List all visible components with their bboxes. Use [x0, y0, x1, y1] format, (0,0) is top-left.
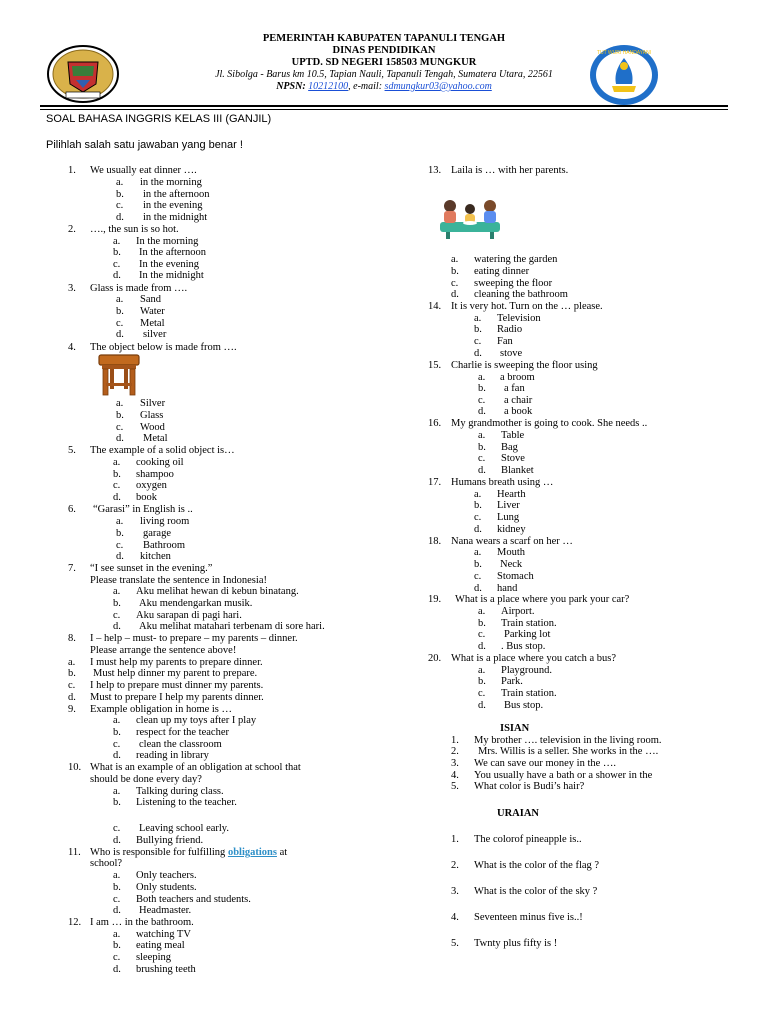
header-divider-thin: [40, 109, 728, 110]
page-title: SOAL BAHASA INGGRIS KELAS III (GANJIL): [46, 113, 272, 125]
q11-option-d: Headmaster.: [139, 905, 192, 916]
q8-option-a: I must help my parents to prepare dinner.: [90, 657, 263, 668]
option-letter: a.: [474, 489, 482, 500]
obligations-link[interactable]: obligations: [227, 847, 277, 858]
option-letter: d.: [474, 348, 482, 359]
option-letter: c.: [113, 259, 121, 270]
option-letter: d.: [478, 465, 486, 476]
q-number: 17.: [428, 477, 442, 488]
q10-option-d: Bullying friend.: [136, 835, 204, 846]
option-letter: c.: [116, 422, 124, 433]
q2-option-b: In the afternoon: [139, 247, 207, 258]
option-letter: a.: [116, 516, 124, 527]
q8-option-c: I help to prepare must dinner my parents.: [90, 680, 264, 691]
option-letter: b.: [113, 598, 121, 609]
q16-option-c: Stove: [501, 453, 525, 464]
q17-option-b: Liver: [497, 500, 520, 511]
isian-heading: ISIAN: [500, 723, 530, 734]
q10-option-c: Leaving school early.: [139, 823, 229, 834]
option-letter: a.: [478, 606, 486, 617]
q-number: 14.: [428, 301, 442, 312]
q9-option-d: reading in library: [136, 750, 209, 761]
question-18: Nana wears a scarf on her …: [451, 536, 573, 547]
q9-option-a: clean up my toys after I play: [136, 715, 257, 726]
option-letter: a.: [116, 398, 124, 409]
option-letter: a.: [478, 372, 486, 383]
option-letter: c.: [113, 952, 121, 963]
q-number: 3.: [451, 886, 459, 897]
q-number: 8.: [68, 633, 76, 644]
option-letter: b.: [116, 189, 124, 200]
option-letter: a.: [113, 715, 121, 726]
q20-option-c: Train station.: [501, 688, 557, 699]
option-letter: c.: [116, 200, 124, 211]
option-letter: b.: [478, 383, 486, 394]
q18-option-a: Mouth: [497, 547, 526, 558]
q-number: 1.: [451, 834, 459, 845]
q5-option-a: cooking oil: [136, 457, 184, 468]
q13-option-a: watering the garden: [474, 254, 558, 265]
option-letter: b.: [478, 676, 486, 687]
q7-option-c: Aku sarapan di pagi hari.: [136, 610, 242, 621]
question-10: What is an example of an obligation at school that: [90, 762, 301, 773]
option-letter: b.: [113, 247, 121, 258]
question-17: Humans breath using …: [451, 477, 554, 488]
q14-option-d: stove: [500, 348, 523, 359]
q20-option-a: Playground.: [501, 665, 553, 676]
q9-option-b: respect for the teacher: [136, 727, 229, 738]
q-number: 10.: [68, 762, 82, 773]
option-letter: c.: [474, 336, 482, 347]
npsn-link[interactable]: 10212100: [308, 81, 349, 92]
q6-option-a: living room: [140, 516, 190, 527]
wooden-stool-image: [96, 353, 142, 397]
option-letter: c.: [451, 278, 459, 289]
option-letter: b.: [113, 727, 121, 738]
q11-option-b: Only students.: [136, 882, 197, 893]
q1-option-c: in the evening: [143, 200, 203, 211]
option-letter: d.: [474, 583, 482, 594]
option-letter: d.: [478, 700, 486, 711]
option-letter: a.: [113, 786, 121, 797]
q4-option-a: Silver: [140, 398, 166, 409]
q3-option-c: Metal: [140, 318, 165, 329]
option-letter: d.: [113, 750, 121, 761]
q4-option-c: Wood: [140, 422, 165, 433]
q-number: 2.: [451, 746, 459, 757]
option-letter: c.: [116, 318, 124, 329]
question-9: Example obligation in home is …: [90, 704, 233, 715]
option-letter: c.: [113, 739, 121, 750]
school-name: UPTD. SD NEGERI 158503 MUNGKUR: [291, 57, 477, 68]
option-letter: a.: [474, 547, 482, 558]
q19-option-a: Airport.: [501, 606, 535, 617]
q2-option-a: In the morning: [136, 236, 199, 247]
isian-1: My brother …. television in the living room.: [474, 735, 662, 746]
govt-name: PEMERINTAH KABUPATEN TAPANULI TENGAH: [262, 33, 506, 44]
q-number: 6.: [68, 504, 76, 515]
q13-option-d: cleaning the bathroom: [474, 289, 568, 300]
option-letter: a.: [478, 430, 486, 441]
q-number: 3.: [451, 758, 459, 769]
question-14: It is very hot. Turn on the … please.: [451, 301, 603, 312]
q15-option-b: a fan: [504, 383, 525, 394]
isian-5: What color is Budi’s hair?: [474, 781, 585, 792]
question-11-text: Who is responsible for fulfilling: [90, 847, 228, 858]
q16-option-b: Bag: [501, 442, 518, 453]
q-number: 5.: [451, 781, 459, 792]
option-letter: d.: [113, 492, 121, 503]
family-dinner-image: [436, 196, 504, 240]
q14-option-c: Fan: [497, 336, 513, 347]
q3-option-a: Sand: [140, 294, 161, 305]
q4-option-b: Glass: [140, 410, 164, 421]
q5-option-d: book: [136, 492, 157, 503]
q-number: 5.: [68, 445, 76, 456]
option-letter: b.: [116, 306, 124, 317]
option-letter: b.: [451, 266, 459, 277]
q6-option-d: kitchen: [140, 551, 171, 562]
option-letter: c.: [474, 571, 482, 582]
q2-option-d: In the midnight: [139, 270, 204, 281]
q-number: 2.: [68, 224, 76, 235]
option-letter: d.: [451, 289, 459, 300]
isian-4: You usually have a bath or a shower in the: [474, 770, 653, 781]
option-letter: c.: [116, 540, 124, 551]
option-letter: a.: [113, 929, 121, 940]
option-letter: c.: [113, 823, 121, 834]
q-number: 16.: [428, 418, 442, 429]
option-letter: d.: [116, 329, 124, 340]
q18-option-b: Neck: [500, 559, 523, 570]
option-letter: d.: [116, 433, 124, 444]
q7-option-b: Aku mendengarkan musik.: [139, 598, 253, 609]
q6-option-c: Bathroom: [143, 540, 185, 551]
q11-option-a: Only teachers.: [136, 870, 197, 881]
option-letter: b.: [113, 469, 121, 480]
q-number: 1.: [68, 165, 76, 176]
option-letter: b.: [113, 797, 121, 808]
option-letter: b.: [474, 559, 482, 570]
option-letter: b.: [113, 882, 121, 893]
isian-2: Mrs. Willis is a seller. She works in the ….: [478, 746, 659, 757]
isian-3: We can save our money in the ….: [474, 758, 617, 769]
q20-option-b: Park.: [501, 676, 523, 687]
question-2: …., the sun is so hot.: [90, 224, 179, 235]
option-letter: b.: [116, 410, 124, 421]
q1-option-b: in the afternoon: [143, 189, 210, 200]
q-number: 12.: [68, 917, 82, 928]
q-number: 11.: [68, 847, 81, 858]
logo-right-text: TUT WURI HANDAYANI: [596, 50, 652, 56]
q17-option-c: Lung: [497, 512, 520, 523]
option-letter: c.: [474, 512, 482, 523]
option-letter: a.: [68, 657, 76, 668]
question-1: We usually eat dinner ….: [90, 165, 197, 176]
q16-option-a: Table: [501, 430, 525, 441]
option-letter: a.: [113, 586, 121, 597]
question-5: The example of a solid object is…: [90, 445, 235, 456]
option-letter: a.: [451, 254, 459, 265]
option-letter: a.: [478, 665, 486, 676]
option-letter: d.: [68, 692, 76, 703]
question-10-line-2: should be done every day?: [90, 774, 202, 785]
q14-option-b: Radio: [497, 324, 523, 335]
option-letter: c.: [68, 680, 76, 691]
q1-option-d: in the midnight: [143, 212, 208, 223]
q5-option-b: shampoo: [136, 469, 174, 480]
uraian-4: Seventeen minus five is..!: [474, 912, 583, 923]
option-letter: a.: [113, 236, 121, 247]
question-11-tail: at: [276, 847, 288, 858]
q17-option-d: kidney: [497, 524, 526, 535]
option-letter: a.: [474, 313, 482, 324]
q9-option-c: clean the classroom: [139, 739, 222, 750]
q7-option-a: Aku melihat hewan di kebun binatang.: [136, 586, 299, 597]
option-letter: c.: [478, 629, 486, 640]
option-letter: d.: [478, 641, 486, 652]
option-letter: b.: [116, 528, 124, 539]
question-3: Glass is made from ….: [90, 283, 188, 294]
q11-option-c: Both teachers and students.: [136, 894, 251, 905]
question-15: Charlie is sweeping the floor using: [451, 360, 598, 371]
q15-option-c: a chair: [504, 395, 533, 406]
q-number: 7.: [68, 563, 76, 574]
option-letter: c.: [478, 453, 486, 464]
option-letter: c.: [113, 894, 121, 905]
q-number: 18.: [428, 536, 442, 547]
option-letter: b.: [474, 500, 482, 511]
q19-option-c: Parking lot: [504, 629, 551, 640]
option-letter: b.: [68, 668, 76, 679]
q15-option-d: a book: [504, 406, 533, 417]
question-7-instruction: Please translate the sentence in Indonesia!: [90, 575, 267, 586]
q12-option-d: brushing teeth: [136, 964, 196, 975]
question-12: I am … in the bathroom.: [90, 917, 194, 928]
q17-option-a: Hearth: [497, 489, 526, 500]
option-letter: a.: [116, 294, 124, 305]
uraian-heading: URAIAN: [497, 808, 539, 819]
question-6: “Garasi” in English is ..: [93, 504, 193, 515]
q4-option-d: Metal: [143, 433, 168, 444]
option-letter: d.: [113, 964, 121, 975]
question-13: Laila is … with her parents.: [451, 165, 569, 176]
q-number: 4.: [68, 342, 76, 353]
email-label: , e-mail:: [348, 81, 383, 92]
q18-option-d: hand: [497, 583, 518, 594]
option-letter: d.: [113, 835, 121, 846]
question-7: “I see sunset in the evening.”: [90, 563, 213, 574]
q3-option-d: silver: [143, 329, 167, 340]
q6-option-b: garage: [143, 528, 171, 539]
option-letter: d.: [116, 551, 124, 562]
option-letter: d.: [113, 270, 121, 281]
q19-option-d: . Bus stop.: [501, 641, 546, 652]
q14-option-a: Television: [497, 313, 541, 324]
instruction: Pilihlah salah satu jawaban yang benar !: [46, 139, 243, 151]
q8-option-d: Must to prepare I help my parents dinner.: [90, 692, 264, 703]
uraian-3: What is the color of the sky ?: [474, 886, 598, 897]
option-letter: a.: [113, 457, 121, 468]
q13-option-c: sweeping the floor: [474, 278, 553, 289]
option-letter: b.: [474, 324, 482, 335]
q-number: 3.: [68, 283, 76, 294]
option-letter: c.: [113, 480, 121, 491]
q12-option-a: watching TV: [136, 929, 191, 940]
uraian-1: The colorof pineapple is..: [474, 834, 582, 845]
q-number: 19.: [428, 594, 442, 605]
q5-option-c: oxygen: [136, 480, 167, 491]
option-letter: d.: [478, 406, 486, 417]
question-8-instruction: Please arrange the sentence above!: [90, 645, 237, 656]
q10-option-b: Listening to the teacher.: [136, 797, 237, 808]
option-letter: c.: [478, 688, 486, 699]
q-number: 15.: [428, 360, 442, 371]
q-number: 9.: [68, 704, 76, 715]
q18-option-c: Stomach: [497, 571, 534, 582]
q-number: 4.: [451, 770, 459, 781]
option-letter: c.: [478, 395, 486, 406]
q2-option-c: In the evening: [139, 259, 200, 270]
school-address: Jl. Sibolga - Barus km 10.5, Tapian Nauli, Tapanuli Tengah, Sumatera Utara, 22561: [215, 69, 553, 80]
option-letter: d.: [116, 212, 124, 223]
question-20: What is a place where you catch a bus?: [451, 653, 617, 664]
question-19: What is a place where you park your car?: [455, 594, 630, 605]
q15-option-a: a broom: [500, 372, 535, 383]
option-letter: c.: [113, 610, 121, 621]
question-8: I – help – must- to prepare – my parents – dinner.: [90, 633, 298, 644]
q-number: 5.: [451, 938, 459, 949]
office-name: DINAS PENDIDIKAN: [332, 45, 436, 56]
uraian-5: Twnty plus fifty is !: [474, 938, 558, 949]
q-number: 1.: [451, 735, 459, 746]
question-11-line-2: school?: [90, 858, 123, 869]
option-letter: a.: [116, 177, 124, 188]
q16-option-d: Blanket: [501, 465, 534, 476]
q-number: 20.: [428, 653, 442, 664]
question-16: My grandmother is going to cook. She needs ..: [451, 418, 648, 429]
tut-wuri-handayani-logo: [588, 44, 660, 106]
q12-option-b: eating meal: [136, 940, 185, 951]
q13-option-b: eating dinner: [474, 266, 530, 277]
option-letter: d.: [113, 621, 121, 632]
header-divider-thick: [40, 105, 728, 107]
q-number: 4.: [451, 912, 459, 923]
q12-option-c: sleeping: [136, 952, 171, 963]
option-letter: a.: [113, 870, 121, 881]
q7-option-d: Aku melihat matahari terbenam di sore hari.: [139, 621, 325, 632]
q-number: 13.: [428, 165, 442, 176]
npsn-label: NPSN:: [276, 81, 306, 92]
q1-option-a: in the morning: [140, 177, 202, 188]
q3-option-b: Water: [140, 306, 165, 317]
question-4: The object below is made from ….: [90, 342, 237, 353]
q20-option-d: Bus stop.: [504, 700, 544, 711]
q10-option-a: Talking during class.: [136, 786, 224, 797]
uraian-2: What is the color of the flag ?: [474, 860, 600, 871]
q19-option-b: Train station.: [501, 618, 557, 629]
email-link[interactable]: sdmungkur03@yahoo.com: [384, 81, 492, 92]
option-letter: d.: [474, 524, 482, 535]
option-letter: d.: [113, 905, 121, 916]
q-number: 2.: [451, 860, 459, 871]
option-letter: b.: [478, 618, 486, 629]
q8-option-b: Must help dinner my parent to prepare.: [93, 668, 258, 679]
option-letter: b.: [478, 442, 486, 453]
option-letter: b.: [113, 940, 121, 951]
